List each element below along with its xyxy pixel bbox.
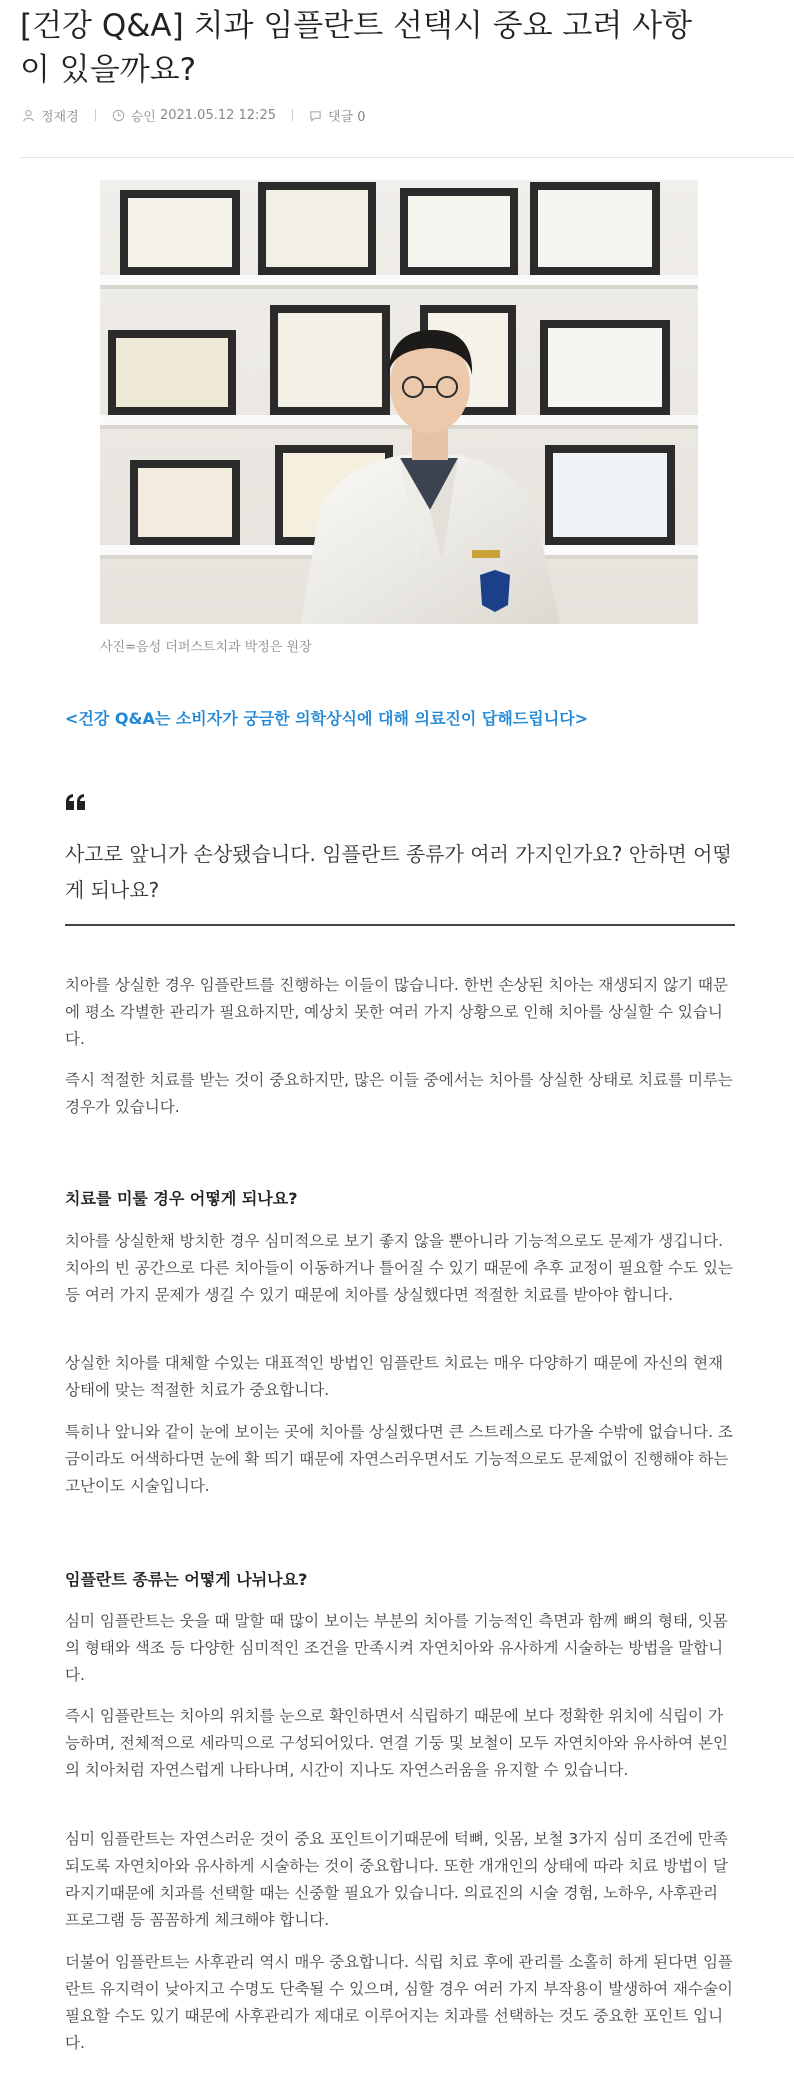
- question-text: 사고로 앞니가 손상됐습니다. 임플란트 종류가 여러 가지인가요? 안하면 어떻게 되나요?: [65, 842, 732, 902]
- article-photo: [100, 180, 698, 624]
- section-heading-delay: 치료를 미룰 경우 어떻게 되나요?: [65, 1189, 298, 1208]
- body-paragraph-6: 심미 임플란트는 웃을 때 말할 때 많이 보이는 부분의 치아를 기능적인 측면과 함께 뼈의 형태, 잇몸의 형태와 색조 등 다양한 심미적인 조건을 만족시켜 자연치아와 유사하게 시술하는 방법을 말합니다.: [65, 1612, 728, 1684]
- meta-divider: [95, 109, 96, 121]
- quote-icon: [64, 790, 88, 814]
- author[interactable]: [22, 106, 79, 125]
- header-divider: [20, 157, 794, 158]
- question-divider: [65, 924, 735, 926]
- article-meta: [22, 106, 366, 124]
- section-heading-types: 임플란트 종류는 어떻게 나뉘나요?: [65, 1570, 308, 1589]
- body-paragraph-8: 심미 임플란트는 자연스러운 것이 중요 포인트이기때문에 턱뼈, 잇몸, 보철 3가지 심미 조건에 만족되도록 자연치아와 유사하게 시술하는 것이 중요합니다. 또한 개개인의 상태에 따라 치료 방법이 달라지기때문에 치과를 선택할 때는 신중할 필요가 있습니다. 의료진의 시술 경험, 노하우, 사후관리 프로그램 등 꼼꼼하게 체크해야 합니다.: [65, 1830, 728, 1929]
- clock-icon: [112, 109, 125, 122]
- body-paragraph-7: 즉시 임플란트는 치아의 위치를 눈으로 확인하면서 식립하기 때문에 보다 정확한 위치에 식립이 가능하며, 전체적으로 세라믹으로 구성되어있다. 연결 기둥 및 보철이 모두 자연치아와 유사하여 본인의 치아처럼 자연스럽게 나타나며, 시간이 지나도 자연스러움을 유지할 수 있습니다.: [65, 1707, 728, 1779]
- body-paragraph-4: 상실한 치아를 대체할 수있는 대표적인 방법인 임플란트 치료는 매우 다양하기 때문에 자신의 현재 상태에 맞는 적절한 치료가 중요합니다.: [65, 1354, 724, 1399]
- photo-caption: 사진=음성 더퍼스트치과 박정은 원장: [100, 640, 312, 655]
- comments-count: 댓글 0: [327, 109, 366, 125]
- body-paragraph-1: 치아를 상실한 경우 임플란트를 진행하는 이들이 많습니다. 한번 손상된 치아는 재생되지 않기 때문에 평소 각별한 관리가 필요하지만, 예상치 못한 여러 가지 상황으로 인해 치아를 상실할 수 있습니다.: [65, 976, 728, 1048]
- doctor-with-certificates-image: [100, 180, 698, 624]
- qa-notice: <건강 Q&A는 소비자가 궁금한 의학상식에 대해 의료진이 답해드립니다>: [65, 709, 589, 728]
- body-paragraph-9: 더불어 임플란트는 사후관리 역시 매우 중요합니다. 식립 치료 후에 관리를 소홀히 하게 된다면 임플란트 유지력이 낮아지고 수명도 단축될 수 있으며, 심할 경우 여러 가지 부작용이 발생하여 재수술이 필요할 수도 있기 때문에 사후관리가 제대로 이루어지는 치과를 선택하는 것도 중요한 포인트 입니다.: [65, 1953, 733, 2052]
- user-icon: [22, 109, 35, 122]
- author-name: 정재경: [41, 109, 79, 125]
- approved-label: 승인: [130, 109, 156, 125]
- meta-divider: [292, 109, 293, 121]
- approved-time: 2021.05.12 12:25: [159, 107, 276, 123]
- body-paragraph-3: 치아를 상실한채 방치한 경우 심미적으로 보기 좋지 않을 뿐아니라 기능적으로도 문제가 생깁니다. 치아의 빈 공간으로 다른 치아들이 이동하거나 틀어질 수 있기 때문에 추후 교정이 필요할 수도 있는 등 여러 가지 문제가 생길 수 있기 때문에 치아를 상실했다면 적절한 치료를 받아야 합니다.: [65, 1232, 733, 1304]
- comments-link[interactable]: [309, 106, 366, 125]
- body-paragraph-5: 특히나 앞니와 같이 눈에 보이는 곳에 치아를 상실했다면 큰 스트레스로 다가올 수밖에 없습니다. 조금이라도 어색하다면 눈에 확 띄기 때문에 자연스러우면서도 기능적으로도 문제없이 진행해야 하는 고난이도 시술입니다.: [65, 1423, 733, 1495]
- approved-date: [112, 106, 276, 125]
- article-title: [건강 Q&A] 치과 임플란트 선택시 중요 고려 사항이 있을까요?: [20, 8, 693, 88]
- body-paragraph-2: 즉시 적절한 치료를 받는 것이 중요하지만, 많은 이들 중에서는 치아를 상실한 상태로 치료를 미루는 경우가 있습니다.: [65, 1071, 733, 1116]
- comment-icon: [309, 109, 322, 122]
